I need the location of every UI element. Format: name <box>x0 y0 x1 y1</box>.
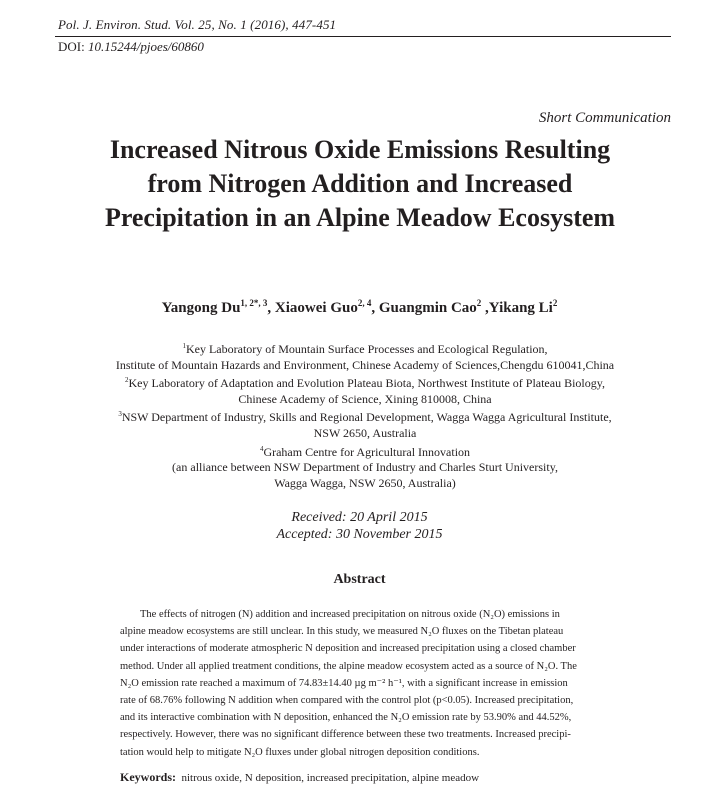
affil-marker: 2 <box>125 376 129 385</box>
affiliation-line <box>90 339 640 358</box>
author-name: Guangmin Cao <box>378 300 477 316</box>
affiliation-line <box>90 426 640 442</box>
title-line: Increased Nitrous Oxide Emissions Resulting <box>109 135 611 164</box>
affil-text: Key Laboratory of Adaptation and Evolution Plateau Biota, Northwest Institute of Plateau Biology, <box>128 376 605 391</box>
affiliation-line <box>90 476 640 492</box>
author-name: Yikang Li <box>488 300 553 316</box>
doi-link[interactable]: 10.15244/pjoes/60860 <box>87 39 204 54</box>
title-line: from Nitrogen Addition and Increased <box>147 169 573 198</box>
abstract-body <box>120 606 610 761</box>
affiliation-line <box>90 407 640 426</box>
affil-text: NSW 2650, Australia <box>313 425 417 440</box>
abstract-line: and its interactive combination with N deposition, enhanced the N₂O emission rate by 53.90% and 44.52%, <box>120 712 572 724</box>
doi-line <box>58 39 204 55</box>
affiliation-line <box>90 373 640 392</box>
article-dates <box>0 509 719 543</box>
received-date: Received: 20 April 2015 <box>291 510 428 525</box>
abstract-line: respectively. However, there was no significant difference between these two treatments. Increased precipi- <box>120 729 571 741</box>
author-affil-marker: 2 <box>552 298 558 308</box>
affiliation-line <box>90 358 640 374</box>
keywords-text: nitrous oxide, N deposition, increased precipitation, alpine meadow <box>181 772 480 784</box>
abstract-line: N₂O emission rate reached a maximum of 74.83±14.40 µg m⁻² h⁻¹, with a significant increase in emission <box>120 677 568 689</box>
author-affil-marker: 2, 4 <box>357 298 372 308</box>
affil-marker: 4 <box>259 444 264 453</box>
author-affil-marker: 1, 2*, 3 <box>240 298 268 308</box>
author-separator: , <box>267 300 275 316</box>
keywords-label: Keywords: <box>120 770 176 784</box>
abstract-line: The effects of nitrogen (N) addition and increased precipitation on nitrous oxide (N₂O) emissions in <box>140 609 560 620</box>
affiliation-line <box>90 460 640 476</box>
affiliations <box>90 339 640 491</box>
affiliation-line <box>90 442 640 461</box>
abstract-line: tation would help to mitigate N₂O fluxes under global nitrogen deposition conditions. <box>120 746 480 758</box>
affil-text: Key Laboratory of Mountain Surface Processes and Ecological Regulation, <box>185 342 548 356</box>
abstract-line: rate of 68.76% following N addition when compared with the control plot (p<0.05). Increased precipitation, <box>120 695 574 707</box>
article-type: Short Communication <box>538 110 671 126</box>
author-name: Xiaowei Guo <box>274 300 358 316</box>
affil-text: Chinese Academy of Science, Xining 810008, China <box>238 391 492 406</box>
keywords <box>120 770 479 785</box>
abstract-line: alpine meadow ecosystems are still unclear. In this study, we measured N₂O fluxes on the Tibetan plateau <box>120 626 564 638</box>
doi-label: DOI: <box>58 39 85 54</box>
header-rule <box>55 36 671 37</box>
abstract-line: under interactions of moderate atmospheric N deposition and increased precipitation using a closed chamber <box>120 643 576 655</box>
affiliation-line <box>90 392 640 408</box>
author-name: Yangong Du <box>161 300 241 316</box>
affil-text: Institute of Mountain Hazards and Environment, Chinese Academy of Sciences,Chengdu 610041,China <box>115 357 615 372</box>
author-affil-marker: 2 <box>476 298 482 308</box>
affil-text: NSW Department of Industry, Skills and Regional Development, Wagga Wagga Agricultural Institute, <box>121 410 612 425</box>
author-separator: , <box>371 300 379 316</box>
affil-text: Wagga Wagga, NSW 2650, Australia) <box>274 475 456 490</box>
affil-marker: 3 <box>118 410 122 419</box>
article-title <box>40 133 680 235</box>
accepted-date: Accepted: 30 November 2015 <box>276 527 443 542</box>
affil-text: Graham Centre for Agricultural Innovation <box>263 444 471 459</box>
abstract-heading: Abstract <box>333 572 386 587</box>
author-separator: , <box>481 300 489 316</box>
journal-citation: Pol. J. Environ. Stud. Vol. 25, No. 1 (2016), 447-451 <box>58 17 337 32</box>
affil-marker: 1 <box>182 342 186 350</box>
title-line: Precipitation in an Alpine Meadow Ecosystem <box>104 203 616 232</box>
author-list <box>0 298 719 317</box>
affil-text: (an alliance between NSW Department of Industry and Charles Sturt University, <box>172 460 558 475</box>
abstract-line: method. Under all applied treatment conditions, the alpine meadow ecosystem acted as a source of N₂O. The <box>120 660 577 672</box>
